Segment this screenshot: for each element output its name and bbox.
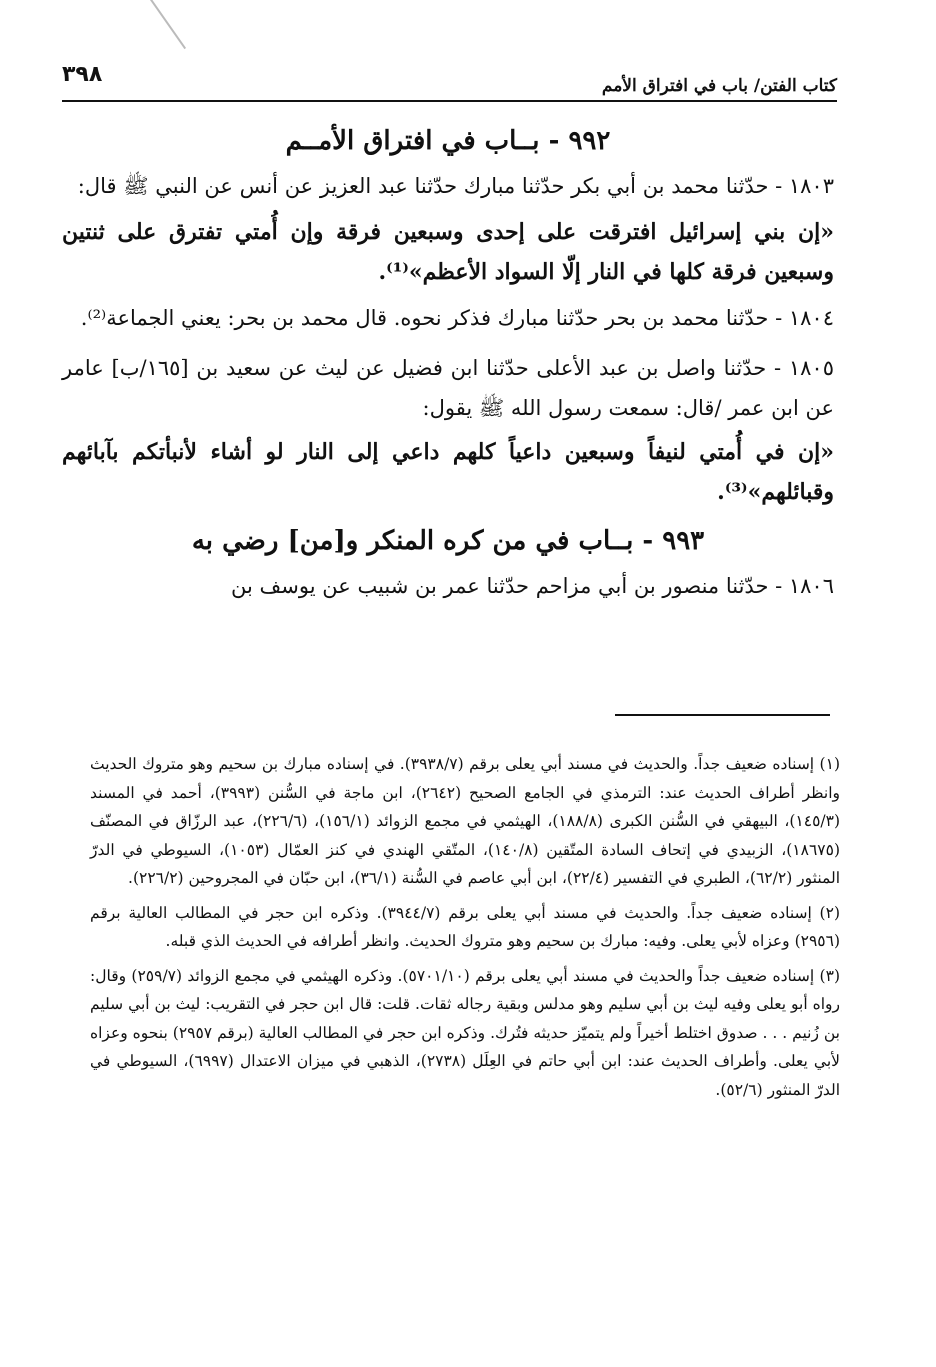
footnote-3: (٣) إسناده ضعيف جداً والحديث في مسند أبي يعلى برقم (٥٧٠١/١٠). وذكره الهيثمي في مجمع الزوائد (٢٥٩/٧) وقال: رواه أبو يعلى وفيه ليث بن أبي سليم وهو مدلس وبقية رجاله ثقات. قلت: قال ابن حجر في التقريب: ليث بن أبي سليم بن زُنيم . . . صدوق اختلط أخيراً ولم يتميّز حديثه فتُرك. وذكره ابن حجر في المطالب العالية (برقم ٢٩٥٧) بنحوه وعزاه لأبي يعلى. وأطراف الحديث عند: ابن أبي حاتم في العِلَل (٢٧٣٨)، الذهبي في ميزان الاعتدال (٦٩٩٧)، السيوطي في الدرّ المنثور (٥٢/٦). <box>90 966 841 1099</box>
header-rule <box>62 100 837 102</box>
chapter-heading-993: ٩٩٣ - بــاب في من كره المنكر و[من] رضي به <box>191 526 705 556</box>
footnote-1: (١) إسناده ضعيف جداً. والحديث في مسند أبي يعلى برقم (٣٩٣٨/٧). في إسناده مبارك بن سحيم وهو متروك الحديث وانظر أطراف الحديث عند: الترمذي في الجامع الصحيح (٢٦٤٢)، ابن ماجة في السُّنن (٣٩٩٣)، أحمد في المسند (١٤٥/٣)، البيهقي في السُّنن الكبرى (١٨٨/٨)، الهيثمي في مجمع الزوائد (١٥٦/١)، (٢٢٦/٦)، عبد الرزّاق في المصنّف (١٨٦٧٥)، الزبيدي في إتحاف السادة المتّقين (١٤٠/٨)، المتّقي الهندي في كنز العمّال (١٠٥٣)، السيوطي في الدرّ المنثور (٦٢/٢)، الطبري في التفسير (٢٢/٤)، ابن أبي عاصم في السُّنة (٣٦/١)، ابن حبّان في المجروحين (٢٢٦/٢). <box>90 755 841 887</box>
hadith-1803-text: «إن بني إسرائيل افترقت على إحدى وسبعين فرقة وإن أُمتي تفترق على ثنتين وسبعين فرقة كلها في النار إلّا السواد الأعظم»⁽¹⁾. <box>62 219 834 285</box>
hadith-1805-text: «إن في أُمتي لنيفاً وسبعين داعياً كلهم داعي إلى النار لو أشاء لأنبأتكم بآبائهم وقبائلهم»⁽³⁾. <box>62 439 834 505</box>
footnote-2: (٢) إسناده ضعيف جداً. والحديث في مسند أبي يعلى برقم (٣٩٤٤/٧). وذكره ابن حجر في المطالب العالية برقم (٢٩٥٦) وعزاه لأبي يعلى. وفيه: مبارك بن سحيم وهو متروك الحديث. وانظر أطرافه في الحديث الذي قبله. <box>90 903 840 950</box>
hadith-1803-isnad: ١٨٠٣ - حدّثنا محمد بن أبي بكر حدّثنا مبارك حدّثنا عبد العزيز عن أنس عن النبي ﷺ قال: <box>77 174 834 198</box>
hadith-1806-isnad: ١٨٠٦ - حدّثنا منصور بن أبي مزاحم حدّثنا عمر بن شبيب عن يوسف بن <box>231 574 834 598</box>
hadith-1805-isnad: ١٨٠٥ - حدّثنا واصل بن عبد الأعلى حدّثنا ابن فضيل عن ليث عن سعيد بن [١٦٥/ب] عامر عن ابن عمر /قال: سمعت رسول الله ﷺ يقول: <box>62 356 834 420</box>
footnotes <box>90 750 840 1110</box>
running-title: كتاب الفتن/ باب في افتراق الأمم <box>601 76 837 96</box>
hadith-1804: ١٨٠٤ - حدّثنا محمد بن بحر حدّثنا مبارك فذكر نحوه. قال محمد بن بحر: يعني الجماعة⁽²⁾. <box>80 306 834 330</box>
footnote-separator <box>615 714 830 716</box>
chapter-heading-992: ٩٩٢ - بــاب في افتراق الأمــم <box>285 126 611 156</box>
page-number: ٣٩٨ <box>62 62 103 87</box>
running-header <box>62 52 837 102</box>
main-text <box>62 118 834 606</box>
scan-artifact-line <box>150 0 186 49</box>
